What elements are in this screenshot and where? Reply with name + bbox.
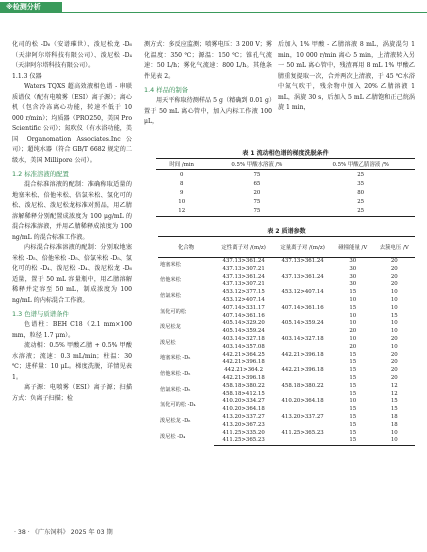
- table2-header: 化合物: [158, 237, 214, 258]
- section-heading-lc: 1.3 色谱与质谱条件: [12, 310, 69, 318]
- table-cell: 411.25>335.20: [222, 429, 265, 436]
- table2-header: 定性离子对 /(m/z): [214, 237, 273, 258]
- table-cell: 458.18>380.22: [222, 382, 265, 389]
- table-cell: [273, 344, 332, 352]
- table-cell: 407.14>331.17: [222, 304, 265, 311]
- table-row: [156, 188, 415, 197]
- table-cell: 15: [332, 437, 373, 445]
- table-cell: [273, 359, 332, 367]
- table-cell: 15: [349, 413, 357, 420]
- table-cell: 10: [349, 296, 357, 303]
- table-cell: 413.20>337.27: [222, 413, 265, 420]
- table-row: [158, 383, 415, 391]
- table-cell: 0: [180, 171, 184, 178]
- table-cell: 15: [390, 406, 398, 413]
- table-cell: 403.14>327.18: [222, 335, 265, 342]
- table-cell: 10: [390, 429, 398, 436]
- compound-name: 倍他米松: [160, 277, 181, 284]
- paragraph: 化司的松 -D₆（安谱璀世）、泼尼松龙 -D₆（天津阿尔塔科技有限公司）、泼尼松 -D₄（天津阿尔塔科技有限公司）。: [12, 41, 132, 69]
- compound-name: 倍他米松 -D₅: [160, 371, 191, 378]
- table-row: [158, 289, 415, 297]
- table-cell: 20: [390, 367, 398, 374]
- table-cell: 403.14>327.18: [281, 335, 324, 342]
- table2-title: 表 2 质谱参数: [267, 228, 306, 235]
- table-cell: 20: [390, 374, 398, 381]
- compound-name: 倍氯米松: [160, 293, 181, 300]
- table-cell: 458.18>380.22: [281, 382, 324, 389]
- table-cell: 411.25>365.23: [214, 437, 273, 445]
- table-cell: 80: [357, 189, 365, 196]
- table-row: [158, 336, 415, 344]
- table-cell: 10: [349, 398, 357, 405]
- table-cell: 20: [390, 351, 398, 358]
- table-cell: 15: [349, 359, 357, 366]
- table-cell: 458.18>412.15: [222, 390, 265, 397]
- paragraph: 混合标准溶液的配制：准确称取适量的地塞米松、倍他米松、倍氯米松、氢化可的松、泼尼松、泼尼松龙标准对照品，用乙腈溶解稀释分别配置成浓度为 100 μg/mL 的混合标准溶液，并用乙腈稀释成浓度为 100 ng/mL 的混合标准工作液。: [12, 181, 132, 241]
- table-cell: 20: [349, 343, 357, 350]
- table-row: [158, 320, 415, 328]
- table-cell: [273, 437, 332, 445]
- section-tag: ※检测分析: [0, 2, 62, 13]
- table-cell: 413.20>337.27: [281, 413, 324, 420]
- table-cell: 10: [349, 312, 357, 319]
- compound-name: 泼尼松龙: [160, 324, 181, 331]
- paragraph: 离子源：电喷雾（ESI）离子源；扫描方式：负离子扫描；检: [12, 384, 132, 402]
- table-cell: 20: [390, 335, 398, 342]
- paragraph: Waters TQXS 超高效液相色谱 - 串联质谱仪（配有电喷雾（ESI）离子源）；离心机（包含冷冻离心功能，转速不低于 10 000 r/min）；均质器（PRO250，美国 Pro Scientific 公司）；氮吹仪（有水浴功能，美国 Organomation Associates.Inc 公司）；超纯水器（符合 GB/T 6682 规定的二级水，美国 Millipore 公司）。: [12, 83, 132, 164]
- table-cell: 12: [156, 207, 207, 217]
- table-cell: 75: [253, 171, 261, 178]
- table1-header: 0.5% 甲酸水溶液 /%: [207, 159, 306, 170]
- table-cell: 10: [178, 199, 186, 206]
- table-cell: 65: [253, 180, 261, 187]
- table-cell: 437.13>361.24: [281, 258, 324, 264]
- table-cell: 405.14>359.24: [281, 320, 324, 327]
- table2: [158, 236, 415, 446]
- table-cell: 437.13>307.21: [222, 281, 265, 288]
- table-row: [156, 179, 415, 188]
- table-cell: 15: [349, 429, 357, 436]
- table-cell: 20: [390, 281, 398, 288]
- table-cell: 15: [349, 367, 357, 374]
- table-cell: [273, 422, 332, 430]
- table-cell: 10: [390, 289, 398, 296]
- table-cell: 35: [357, 180, 365, 187]
- table-row: [156, 170, 415, 180]
- table1-header: 时间 /min: [156, 159, 207, 170]
- table-cell: 405.14>359.24: [222, 328, 265, 335]
- table-cell: 403.14>357.08: [222, 343, 265, 350]
- table-cell: 442.21>364.2: [224, 367, 264, 374]
- table-cell: 15: [349, 382, 357, 389]
- table-cell: 30: [349, 273, 357, 280]
- table-cell: 405.14>329.20: [222, 320, 265, 327]
- table-row: [158, 258, 415, 266]
- compound-name: 泼尼松: [160, 339, 176, 346]
- table-cell: 15: [349, 390, 357, 397]
- section-heading-sample: 1.4 样品的制备: [144, 86, 189, 94]
- table-cell: 9: [180, 189, 184, 196]
- table-cell: 75: [253, 199, 261, 206]
- table-cell: 453.12>407.14: [222, 296, 265, 303]
- table-cell: [273, 266, 332, 274]
- paragraph: 色谱柱：BEH C18（2.1 mm×100 mm，粒径 1.7 μm）。: [12, 321, 132, 339]
- page-footer: · 38 · 《广东饲料》 2025 年 03 期: [14, 529, 113, 536]
- table-cell: 8: [180, 180, 184, 187]
- table-cell: 10: [349, 335, 357, 342]
- column-middle: [144, 40, 272, 128]
- table-cell: 15: [349, 406, 357, 413]
- table2-header: 碰撞能量 /V: [332, 237, 373, 258]
- table-cell: [273, 313, 332, 321]
- table-cell: 20: [390, 265, 398, 272]
- table-cell: [273, 328, 332, 336]
- table-cell: 411.25>365.23: [281, 429, 324, 436]
- table1: [156, 158, 415, 217]
- table-cell: 15: [349, 289, 357, 296]
- section-heading-std: 1.2 标准溶液的配置: [12, 170, 69, 178]
- table-cell: 15: [349, 304, 357, 311]
- table-cell: 20: [349, 328, 357, 335]
- compound-name: 倍氯米松 -D₅: [160, 386, 191, 393]
- table-cell: 437.13>361.24: [222, 258, 265, 264]
- subheading-instrument: 1.1.3 仪器: [12, 72, 42, 80]
- table-row: [158, 274, 415, 282]
- table-cell: 442.21>364.25: [222, 351, 265, 358]
- table-cell: 20: [390, 273, 398, 280]
- table-cell: 10: [390, 328, 398, 335]
- table-cell: 15: [349, 374, 357, 381]
- table-cell: 410.20>364.18: [222, 406, 265, 413]
- table-cell: 442.21>396.18: [222, 374, 265, 381]
- table-row: [158, 305, 415, 313]
- table-cell: 12: [390, 390, 398, 397]
- table-cell: 407.14>361.16: [281, 304, 324, 311]
- table-cell: 25: [357, 199, 365, 206]
- table-row: [156, 198, 415, 207]
- table1-header: 0.5% 甲酸乙腈溶液 /%: [306, 159, 415, 170]
- table-cell: 30: [349, 265, 357, 272]
- compound-name: 氢化可的松: [160, 308, 186, 315]
- table-cell: 15: [390, 312, 398, 319]
- table-cell: 442.21>396.18: [222, 359, 265, 366]
- table-cell: 10: [390, 304, 398, 311]
- table-cell: 75: [207, 207, 306, 217]
- table-cell: 10: [349, 320, 357, 327]
- header-rule: [62, 12, 427, 13]
- paragraph: 后加入 1% 甲酸 - 乙腈溶液 8 mL，涡旋混匀 1 min，10 000 r/min 离心 5 min，上清液转入另一 50 mL 离心管中，残渣再用 8 mL 1% 甲酸乙腈重复提取一次，合并两次上清液，于 45 ℃水浴中氮气吹干，残余物中加入 20% 乙腈溶液 1 mL，涡旋 30 s，后加入 5 mL 乙腈饱和正己烷涡旋 1 min，: [278, 41, 415, 111]
- table-cell: 20: [390, 258, 398, 264]
- paragraph: 流动相：0.5% 甲酸乙腈 + 0.5% 甲酸水溶液；流速：0.3 mL/min；柱温：30 ℃；进样量：10 μL。梯度洗脱，详情见表 1。: [12, 342, 132, 381]
- table-cell: 10: [390, 320, 398, 327]
- compound-name: 地塞米松 -D₅: [160, 355, 191, 362]
- column-right: [278, 40, 415, 114]
- table-cell: 25: [357, 171, 365, 178]
- table-cell: 410.20>334.27: [222, 398, 265, 405]
- page-header: [0, 0, 427, 15]
- table-cell: 18: [390, 421, 398, 428]
- table-cell: 15: [390, 398, 398, 405]
- table-cell: 10: [374, 437, 416, 445]
- table-row: [158, 367, 415, 375]
- paragraph: 测方式：多反应监测；喷雾电压：3 200 V；雾化温度：350 ℃；源温：150 ℃；锥孔气流速：50 L/h；雾化气流速：800 L/h。其他条件见表 2。: [144, 41, 272, 80]
- table-cell: 442.21>396.18: [281, 351, 324, 358]
- compound-name: 地塞米松: [160, 261, 181, 268]
- table-row: [156, 207, 415, 217]
- table-cell: 18: [390, 413, 398, 420]
- table-cell: 410.20>364.18: [281, 398, 324, 405]
- table-cell: 30: [349, 258, 357, 264]
- table-cell: 12: [390, 382, 398, 389]
- table1-title: 表 1 流动相色谱的梯度洗脱条件: [242, 150, 329, 157]
- table-cell: 10: [390, 296, 398, 303]
- table-cell: [273, 391, 332, 399]
- table2-header: 去簇电压 /V: [374, 237, 416, 258]
- table-cell: 453.12>377.15: [222, 289, 265, 296]
- table-cell: [273, 297, 332, 305]
- compound-name: 泼尼松龙 -D₆: [160, 417, 191, 424]
- table-cell: 413.20>367.23: [222, 421, 265, 428]
- table-cell: 437.13>361.24: [222, 273, 265, 280]
- table-cell: 407.14>361.16: [222, 312, 265, 319]
- paragraph: 用天平称取待测样品 5 g（精确到 0.01 g）置于 50 mL 离心管中，加入内标工作液 100 μL，: [144, 97, 272, 125]
- table-cell: 30: [349, 281, 357, 288]
- table-row: [158, 352, 415, 360]
- table-cell: 437.13>361.24: [281, 273, 324, 280]
- table-cell: 10: [390, 343, 398, 350]
- table-row: [158, 398, 415, 406]
- table-cell: 442.21>396.18: [281, 367, 324, 374]
- table-row: [158, 414, 415, 422]
- table-cell: [273, 281, 332, 289]
- table-cell: 20: [390, 359, 398, 366]
- table-cell: 15: [349, 351, 357, 358]
- table-row: [158, 430, 415, 438]
- compound-name: 泼尼松 -D₄: [160, 433, 186, 440]
- table-cell: 20: [253, 189, 261, 196]
- table2-header: 定量离子对 /(m/z): [273, 237, 332, 258]
- table-cell: 437.13>307.21: [222, 265, 265, 272]
- table-cell: [273, 375, 332, 383]
- table-cell: 15: [349, 421, 357, 428]
- table-cell: [273, 406, 332, 414]
- column-left: [12, 40, 132, 404]
- compound-name: 氢化可的松 -D₄: [160, 402, 196, 409]
- paragraph: 内标混合标准溶液的配制：分别取地塞米松 -D₅、倍他米松 -D₅、倍氯米松 -D₅、氢化可的松 -D₄、泼尼松 -D₄、泼尼松龙 -D₆ 适量，置于 50 mL 容量瓶中，用乙腈溶解稀释并定容至 50 mL，制成浓度为 100 ng/mL 的内标混合工作液。: [12, 244, 132, 304]
- table-cell: 25: [306, 207, 415, 217]
- table-cell: 453.12>407.14: [281, 289, 324, 296]
